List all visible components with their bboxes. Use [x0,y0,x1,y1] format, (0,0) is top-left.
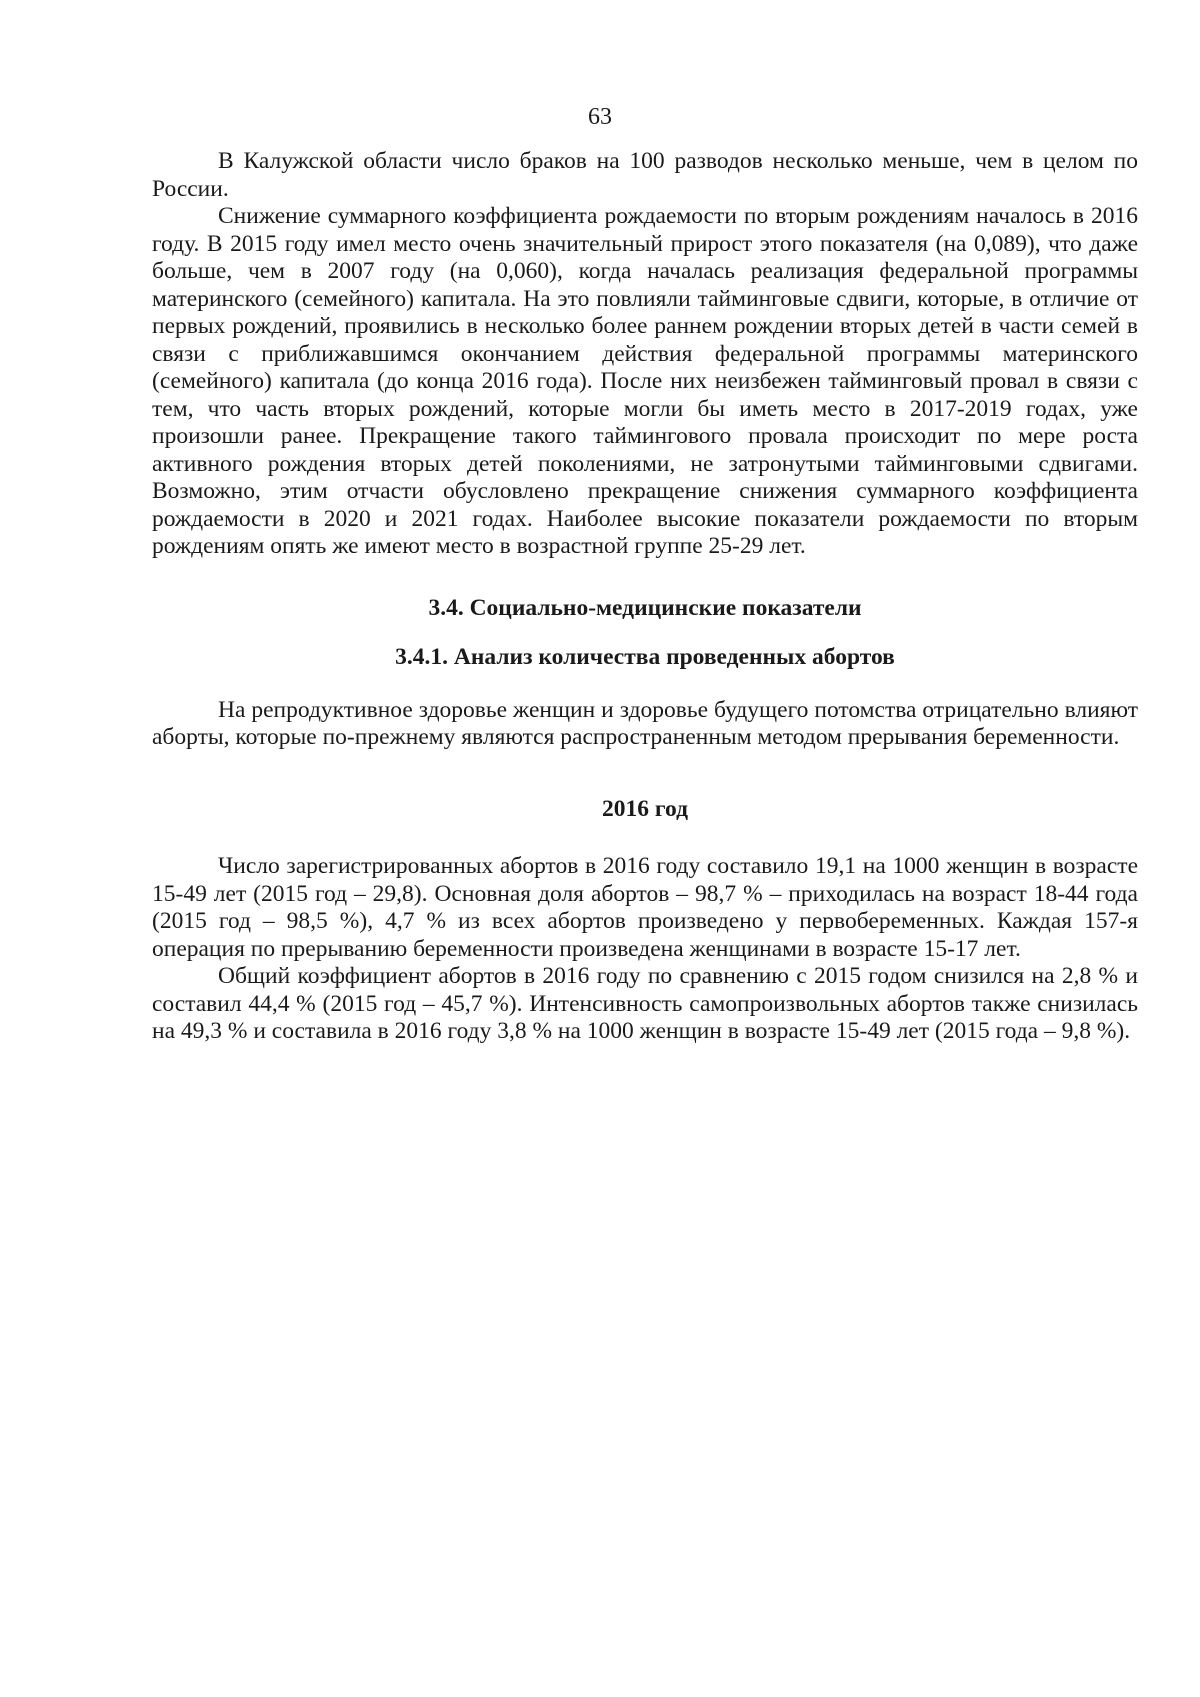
paragraph-abortions-registered: Число зарегистрированных абортов в 2016 году составило 19,1 на 1000 женщин в возрасте 15-49 лет (2015 год – 29,8). Основная доля абортов – 98,7 % – приходилась на возраст 18-44 года (2015 год – 98,5 %), 4,7 % из всех абортов произведено у первобеременных. Каждая 157-я операция по прерыванию беременности произведена женщинами в возрасте 15-17 лет. [152,853,1138,962]
paragraph-second-births: Снижение суммарного коэффициента рождаемости по вторым рождениям началось в 2016 году. В 2015 году имел место очень значительный прирост этого показателя (на 0,089), что даже больше, чем в 2007 году (на 0,060), когда началась реализация федеральной программы материнского (семейного) капитала. На это повлияли тайминговые сдвиги, которые, в отличие от первых рождений, проявились в несколько более раннем рождении вторых детей в части семей в связи с приближавшимся окончанием действия федеральной программы материнского (семейного) капитала (до конца 2016 года). После них неизбежен тайминговый провал в связи с тем, что часть вторых рождений, которые могли бы иметь место в 2017-2019 годах, уже произошли ранее. Прекращение такого таймингового провала происходит по мере роста активного рождения вторых детей поколениями, не затронутыми тайминговыми сдвигами. Возможно, этим отчасти обусловлено прекращение снижения суммарного коэффициента рождаемости в 2020 и 2021 годах. Наиболее высокие показатели рождаемости по вторым рождениям опять же имеют место в возрастной группе 25-29 лет. [152,203,1138,559]
paragraph-marriages: В Калужской области число браков на 100 разводов несколько меньше, чем в целом по России. [152,148,1138,202]
section-heading: 3.4. Социально-медицинские показатели [428,594,862,621]
page-content [152,148,1138,1046]
paragraph-abortion-rate: Общий коэффициент абортов в 2016 году по сравнению с 2015 годом снизился на 2,8 % и составил 44,4 % (2015 год – 45,7 %). Интенсивность самопроизвольных абортов также снизилась на 49,3 % и составила в 2016 году 3,8 % на 1000 женщин в возрасте 15-49 лет (2015 года – 9,8 %). [152,963,1138,1044]
subsection-heading: 3.4.1. Анализ количества проведенных абортов [395,644,895,670]
paragraph-intro: На репродуктивное здоровье женщин и здоровье будущего потомства отрицательно влияют аборты, которые по-прежнему являются распространенным методом прерывания беременности. [152,696,1138,750]
year-heading: 2016 год [602,795,688,822]
page-number: 63 [588,104,612,130]
